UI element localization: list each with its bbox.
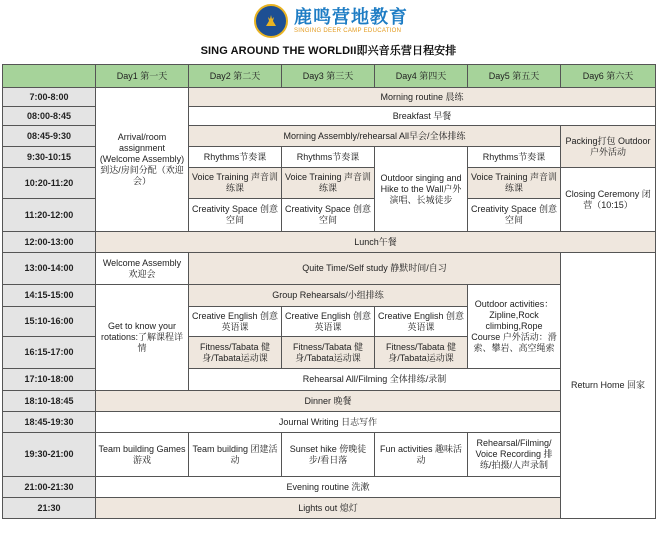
dinner-cell: Dinner 晚餐 (96, 391, 561, 412)
logo-english-name: SINGING DEER CAMP EDUCATION (294, 28, 402, 34)
group-rehearsals-cell: Group Rehearsals/小组排练 (189, 285, 468, 307)
day1-get-to-know-cell: Get to know your rotations:了解课程详情 (96, 285, 189, 391)
time-slot: 10:20-11:20 (3, 168, 96, 199)
time-slot: 7:00-8:00 (3, 88, 96, 107)
camp-logo (254, 4, 408, 38)
time-slot: 21:00-21:30 (3, 477, 96, 498)
day6-closing-cell: Closing Ceremony 闭营（10:15） (561, 168, 656, 232)
deer-icon (262, 12, 280, 30)
time-slot: 14:15-15:00 (3, 285, 96, 307)
table-row (3, 253, 656, 285)
table-row (3, 477, 656, 498)
day3-sunset-hike-cell: Sunset hike 傍晚徒步/看日落 (282, 433, 375, 477)
header-day6: Day6 第六天 (561, 65, 656, 88)
evening-routine-cell: Evening routine 洗漱 (96, 477, 561, 498)
time-slot: 15:10-16:00 (3, 307, 96, 337)
morning-assembly-cell: Morning Assembly/rehearsal All早会/全体排练 (189, 126, 561, 147)
day5-evening-cell: Rehearsal/Filming/ Voice Recording 排练/拍摄/人声录制 (468, 433, 561, 477)
time-slot: 21:30 (3, 498, 96, 519)
header-day1: Day1 第一天 (96, 65, 189, 88)
time-slot: 9:30-10:15 (3, 147, 96, 168)
day3-rhythms-cell: Rhythms节奏课 (282, 147, 375, 168)
time-slot: 11:20-12:00 (3, 199, 96, 232)
rehearsal-filming-cell: Rehearsal All/Filming 全体排练/录制 (189, 369, 561, 391)
lunch-cell: Lunch午餐 (96, 232, 656, 253)
day2-creative-english-cell: Creative English 创意英语课 (189, 307, 282, 337)
header-time (3, 65, 96, 88)
day4-fitness-cell: Fitness/Tabata 健身/Tabata运动课 (375, 337, 468, 369)
quite-time-cell: Quite Time/Self study 静默时间/自习 (189, 253, 561, 285)
header (0, 0, 657, 62)
day2-rhythms-cell: Rhythms节奏课 (189, 147, 282, 168)
day3-creativity-cell: Creativity Space 创意空间 (282, 199, 375, 232)
time-slot: 19:30-21:00 (3, 433, 96, 477)
day2-team-building-cell: Team building 团建活动 (189, 433, 282, 477)
day2-creativity-cell: Creativity Space 创意空间 (189, 199, 282, 232)
day1-arrival-cell: Arrival/room assignment (Welcome Assembly) 到达/房间分配（欢迎会） (96, 88, 189, 232)
time-slot: 13:00-14:00 (3, 253, 96, 285)
time-slot: 08:00-8:45 (3, 107, 96, 126)
table-row (3, 88, 656, 107)
journal-cell: Journal Writing 日志写作 (96, 412, 561, 433)
day6-packing-cell: Packing打包 Outdoor户外活动 (561, 126, 656, 168)
deer-logo-icon (254, 4, 288, 38)
day2-voice-training-cell: Voice Training 声音训练课 (189, 168, 282, 199)
time-slot: 17:10-18:00 (3, 369, 96, 391)
time-slot: 18:10-18:45 (3, 391, 96, 412)
day1-team-building-cell: Team building Games 游戏 (96, 433, 189, 477)
header-day3: Day3 第三天 (282, 65, 375, 88)
table-row (3, 498, 656, 519)
logo-chinese-name: 鹿鸣营地教育 (294, 7, 408, 27)
time-slot: 12:00-13:00 (3, 232, 96, 253)
table-row (3, 391, 656, 412)
day3-voice-training-cell: Voice Training 声音训练课 (282, 168, 375, 199)
day2-fitness-cell: Fitness/Tabata 健身/Tabata运动课 (189, 337, 282, 369)
breakfast-cell: Breakfast 早餐 (189, 107, 656, 126)
table-row (3, 232, 656, 253)
day5-creativity-cell: Creativity Space 创意空间 (468, 199, 561, 232)
morning-routine-cell: Morning routine 晨练 (189, 88, 656, 107)
day5-rhythms-cell: Rhythms节奏课 (468, 147, 561, 168)
day4-fun-activities-cell: Fun activities 趣味活动 (375, 433, 468, 477)
time-slot: 16:15-17:00 (3, 337, 96, 369)
day1-welcome-assembly-cell: Welcome Assembly 欢迎会 (96, 253, 189, 285)
day4-creative-english-cell: Creative English 创意英语课 (375, 307, 468, 337)
day6-return-home-cell: Return Home 回家 (561, 253, 656, 519)
day4-outdoor-cell: Outdoor singing and Hike to the Wall户外演唱、长城徒步 (375, 147, 468, 232)
time-slot: 08:45-9:30 (3, 126, 96, 147)
day3-fitness-cell: Fitness/Tabata 健身/Tabata运动课 (282, 337, 375, 369)
day5-voice-training-cell: Voice Training 声音训练课 (468, 168, 561, 199)
day3-creative-english-cell: Creative English 创意英语课 (282, 307, 375, 337)
header-day5: Day5 第五天 (468, 65, 561, 88)
time-slot: 18:45-19:30 (3, 412, 96, 433)
day5-outdoor-cell: Outdoor activities：Zipline,Rock climbing,Rope Course 户外活动：滑索、攀岩、高空绳索 (468, 285, 561, 369)
table-row (3, 285, 656, 307)
header-day4: Day4 第四天 (375, 65, 468, 88)
header-day2: Day2 第二天 (189, 65, 282, 88)
table-row (3, 412, 656, 433)
schedule-table (2, 64, 656, 519)
table-row (3, 433, 656, 477)
header-row (3, 65, 656, 88)
lights-out-cell: Lights out 熄灯 (96, 498, 561, 519)
schedule-title: SING AROUND THE WORLDII即兴音乐营日程安排 (200, 45, 457, 57)
